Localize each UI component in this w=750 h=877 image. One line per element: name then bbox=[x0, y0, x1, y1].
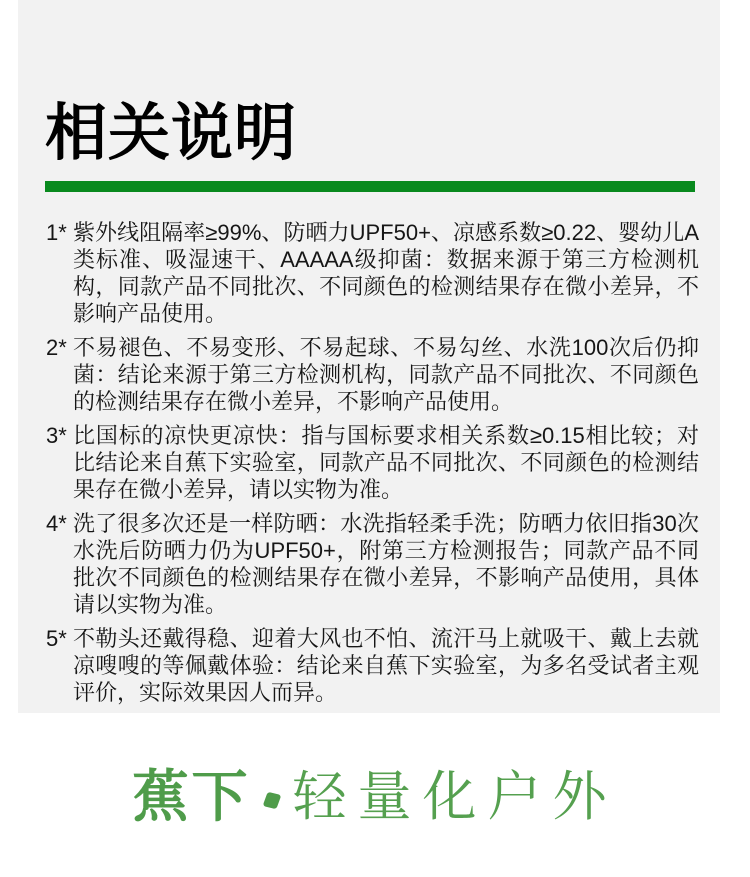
note-text: 紫外线阻隔率≥99%、防晒力UPF50+、凉感系数≥0.22、婴幼儿A类标准、吸湿速干、AAAAA级抑菌：数据来源于第三方检测机构，同款产品不同批次、不同颜色的检测结果存在微小差异，不影响产品使用。 bbox=[73, 220, 699, 326]
note-text: 比国标的凉快更凉快：指与国标要求相关系数≥0.15相比较；对比结论来自蕉下实验室，同款产品不同批次、不同颜色的检测结果存在微小差异，请以实物为准。 bbox=[73, 423, 699, 502]
note-item-3 bbox=[46, 422, 699, 503]
note-marker: 5* bbox=[46, 626, 67, 651]
brand-footer bbox=[0, 764, 750, 830]
note-item-4 bbox=[46, 510, 699, 618]
diamond-dot-icon bbox=[262, 791, 281, 809]
note-marker: 1* bbox=[46, 220, 67, 245]
notes-panel bbox=[18, 0, 720, 713]
brand-tagline: 轻量化户外 bbox=[292, 767, 618, 827]
note-item-5 bbox=[46, 625, 699, 706]
notes-list bbox=[46, 219, 699, 713]
note-text: 不勒头还戴得稳、迎着大风也不怕、流汗马上就吸干、戴上去就凉嗖嗖的等佩戴体验：结论来自蕉下实验室，为多名受试者主观评价，实际效果因人而异。 bbox=[73, 626, 699, 705]
note-marker: 2* bbox=[46, 335, 67, 360]
title-underline bbox=[45, 181, 695, 192]
note-marker: 4* bbox=[46, 511, 67, 536]
note-item-2 bbox=[46, 334, 699, 415]
note-text: 洗了很多次还是一样防晒：水洗指轻柔手洗；防晒力依旧指30次水洗后防晒力仍为UPF50+，附第三方检测报告；同款产品不同批次不同颜色的检测结果存在微小差异，不影响产品使用，具体请以实物为准。 bbox=[73, 511, 699, 617]
note-item-1 bbox=[46, 219, 699, 327]
note-marker: 3* bbox=[46, 423, 67, 448]
section-title: 相关说明 bbox=[45, 99, 298, 168]
note-text: 不易褪色、不易变形、不易起球、不易勾丝、水洗100次后仍抑菌：结论来源于第三方检测机构，同款产品不同批次、不同颜色的检测结果存在微小差异，不影响产品使用。 bbox=[73, 335, 699, 414]
brand-logo-text: 蕉下 bbox=[132, 765, 251, 828]
